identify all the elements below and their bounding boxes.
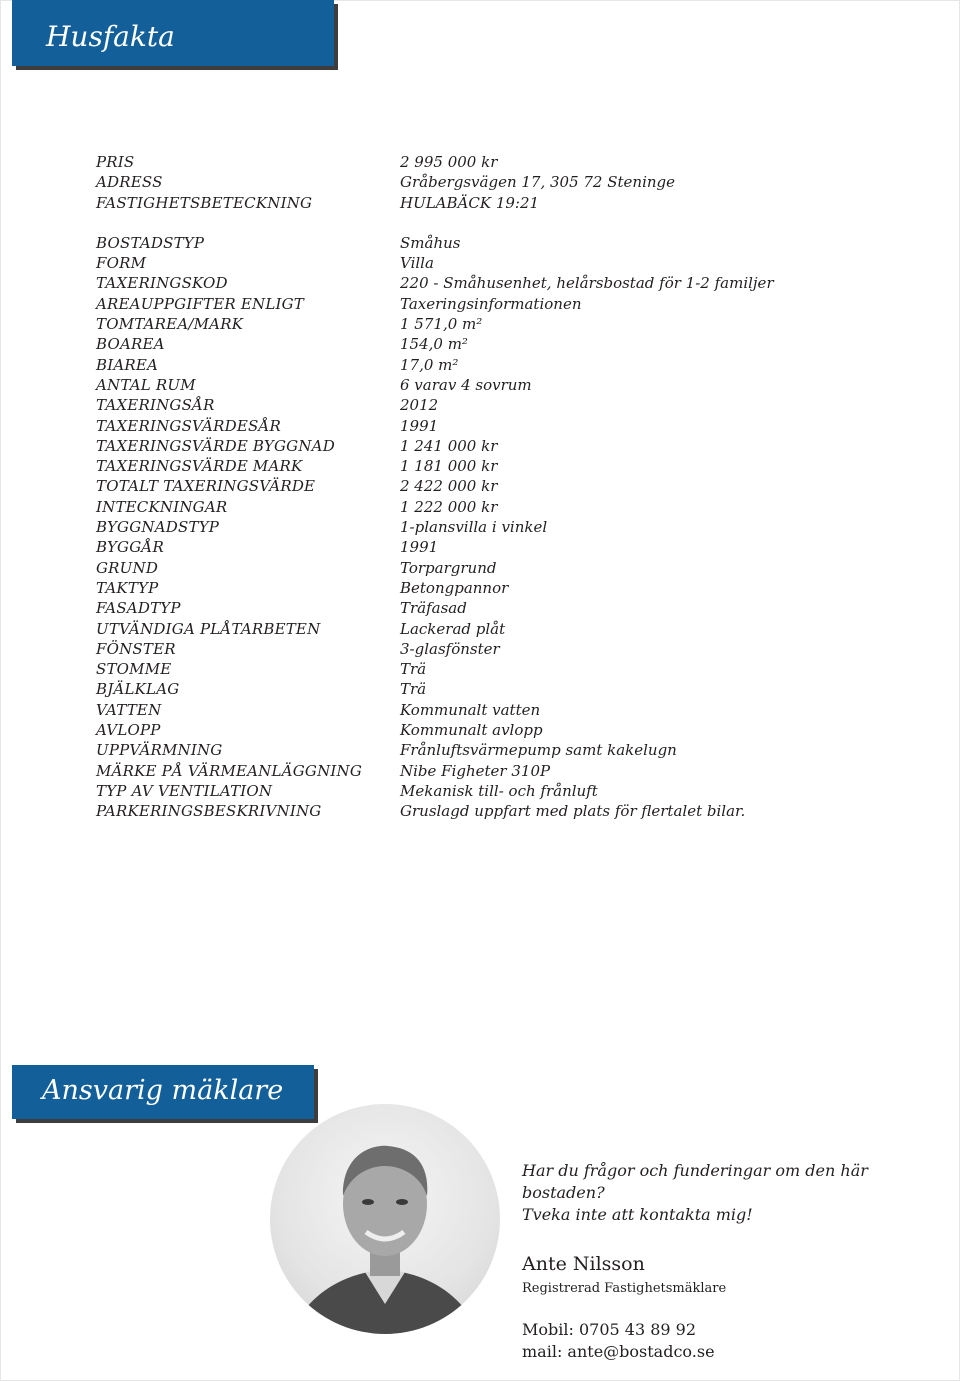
fact-label: BJÄLKLAG — [96, 680, 180, 699]
agent-email[interactable]: mail: ante@bostadco.se — [522, 1342, 715, 1361]
fact-value: HULABÄCK 19:21 — [400, 193, 540, 212]
fact-row — [96, 761, 836, 781]
fact-value: 154,0 m² — [400, 335, 468, 354]
fact-row — [96, 578, 836, 598]
fact-label: INTECKNINGAR — [96, 497, 228, 516]
fact-row — [96, 781, 836, 801]
fact-row — [96, 740, 836, 760]
fact-label: TAKTYP — [96, 578, 159, 597]
fact-value: Småhus — [400, 233, 461, 252]
fact-value: 1 222 000 kr — [400, 497, 498, 516]
fact-value: 1-plansvilla i vinkel — [400, 518, 548, 537]
fact-label: MÄRKE PÅ VÄRMEANLÄGGNING — [96, 761, 363, 780]
fact-label: UPPVÄRMNING — [96, 741, 223, 760]
fact-label: BYGGNADSTYP — [96, 518, 220, 537]
fact-row — [96, 233, 836, 253]
fact-label: VATTEN — [96, 700, 162, 719]
fact-label: TAXERINGSKOD — [96, 274, 228, 293]
fact-value: Trä — [400, 680, 427, 699]
fact-row — [96, 253, 836, 273]
fact-label: STOMME — [96, 660, 172, 679]
fact-label: TAXERINGSVÄRDE BYGGNAD — [96, 436, 335, 455]
fact-row — [96, 700, 836, 720]
fact-value: 2 422 000 kr — [400, 477, 498, 496]
fact-value: 1 241 000 kr — [400, 436, 498, 455]
fact-value: Trä — [400, 660, 427, 679]
fact-value: Betongpannor — [400, 578, 509, 597]
agent-name: Ante Nilsson — [522, 1253, 645, 1275]
fact-value: Kommunalt avlopp — [400, 721, 543, 740]
fact-label: TAXERINGSVÄRDESÅR — [96, 416, 281, 435]
contact-question — [522, 1160, 942, 1226]
fact-label: BYGGÅR — [96, 538, 164, 557]
fact-row — [96, 355, 836, 375]
fact-row — [96, 375, 836, 395]
fact-value: Nibe Figheter 310P — [400, 761, 551, 780]
fact-value: 220 - Småhusenhet, helårsbostad för 1-2 familjer — [400, 274, 774, 293]
fact-row — [96, 436, 836, 456]
fact-label: ANTAL RUM — [96, 375, 196, 394]
fact-label: AVLOPP — [96, 721, 161, 740]
agent-contact — [522, 1160, 942, 1361]
fact-value: 1 571,0 m² — [400, 315, 483, 334]
contact-question-line: Har du frågor och funderingar om den här bostaden? — [522, 1161, 868, 1202]
fact-row — [96, 172, 836, 192]
fact-value: Villa — [400, 254, 434, 273]
fact-value: Taxeringsinformationen — [400, 294, 582, 313]
agent-role: Registrerad Fastighetsmäklare — [522, 1281, 727, 1296]
fact-label: TAXERINGSÅR — [96, 396, 215, 415]
fact-value: 2 995 000 kr — [400, 153, 498, 171]
fact-value: Gråbergsvägen 17, 305 72 Steninge — [400, 173, 676, 192]
fact-row — [96, 497, 836, 517]
fact-row — [96, 152, 836, 172]
fact-value: 1991 — [400, 538, 439, 557]
fact-label: TAXERINGSVÄRDE MARK — [96, 457, 303, 476]
section-title: Husfakta — [46, 20, 175, 53]
fact-row — [96, 639, 836, 659]
fact-label: BOSTADSTYP — [96, 233, 205, 252]
fact-row — [96, 537, 836, 557]
fact-value: 17,0 m² — [400, 355, 459, 374]
contact-question-line: Tveka inte att kontakta mig! — [522, 1205, 753, 1224]
fact-value: Mekanisk till- och frånluft — [400, 781, 598, 800]
fact-value: 2012 — [400, 396, 439, 415]
fact-value: Träfasad — [400, 599, 467, 618]
fact-label: TYP AV VENTILATION — [96, 781, 273, 800]
fact-group-details — [96, 233, 836, 822]
fact-row — [96, 801, 836, 821]
fact-value: Gruslagd uppfart med plats för flertalet bilar. — [400, 802, 746, 821]
fact-label: PARKERINGSBESKRIVNING — [96, 802, 322, 821]
fact-row — [96, 416, 836, 436]
agent-section-title: Ansvarig mäklare — [42, 1075, 284, 1106]
fact-value: Torpargrund — [400, 558, 497, 577]
fact-row — [96, 314, 836, 334]
fact-label: UTVÄNDIGA PLÅTARBETEN — [96, 619, 321, 638]
fact-row — [96, 598, 836, 618]
fact-value: 1 181 000 kr — [400, 457, 498, 476]
fact-row — [96, 659, 836, 679]
fact-label: FÖNSTER — [96, 639, 176, 658]
fact-label: PRIS — [96, 153, 135, 171]
fact-row — [96, 476, 836, 496]
fact-list — [96, 152, 836, 842]
agent-phone[interactable]: Mobil: 0705 43 89 92 — [522, 1320, 697, 1339]
fact-row — [96, 294, 836, 314]
fact-row — [96, 395, 836, 415]
fact-value: 3-glasfönster — [400, 639, 500, 658]
fact-row — [96, 517, 836, 537]
fact-label: FASTIGHETSBETECKNING — [96, 193, 313, 212]
section-banner-husfakta — [12, 0, 334, 66]
fact-label: AREAUPPGIFTER ENLIGT — [96, 294, 305, 313]
fact-value: Kommunalt vatten — [400, 700, 541, 719]
fact-row — [96, 456, 836, 476]
fact-row — [96, 334, 836, 354]
fact-label: TOMTAREA/MARK — [96, 315, 244, 334]
fact-row — [96, 193, 836, 213]
fact-row — [96, 720, 836, 740]
fact-row — [96, 558, 836, 578]
fact-row — [96, 679, 836, 699]
fact-value: 6 varav 4 sovrum — [400, 375, 532, 394]
fact-label: TOTALT TAXERINGSVÄRDE — [96, 477, 316, 496]
fact-row — [96, 273, 836, 293]
fact-label: ADRESS — [96, 173, 163, 192]
fact-label: BOAREA — [96, 335, 165, 354]
agent-portrait — [270, 1104, 500, 1334]
fact-value: Lackerad plåt — [400, 619, 506, 638]
fact-row — [96, 619, 836, 639]
fact-label: GRUND — [96, 558, 159, 577]
section-banner-agent — [12, 1065, 314, 1119]
fact-label: FASADTYP — [96, 599, 181, 618]
fact-group-basic — [96, 152, 836, 213]
fact-value: 1991 — [400, 416, 439, 435]
fact-label: BIAREA — [96, 355, 159, 374]
fact-label: FORM — [96, 254, 147, 273]
fact-value: Frånluftsvärmepump samt kakelugn — [400, 741, 677, 760]
